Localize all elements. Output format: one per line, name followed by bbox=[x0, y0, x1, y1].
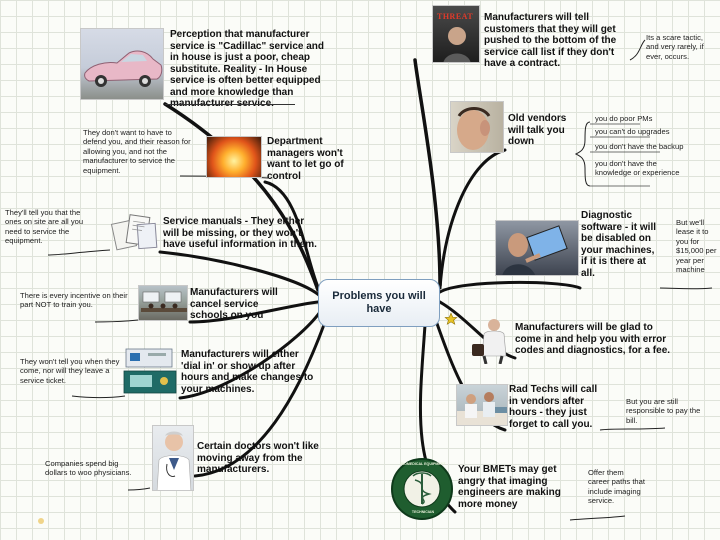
bmet-emblem-image bbox=[391, 458, 453, 520]
node-servicecall-text[interactable]: Manufacturers will tell customers that they will get pushed to the bottom of the service call list if they don't have a contract. bbox=[484, 12, 617, 69]
node-doctors-text[interactable]: Certain doctors won't like moving away from the manufacturers. bbox=[197, 441, 319, 475]
node-bmets-text[interactable]: Your BMETs may get angry that imaging engineers are making more money bbox=[458, 464, 561, 510]
node-cadillac-text[interactable]: Perception that manufacturer service is "Cadillac" service and in house is just a poor, cheap substitute. Reality - In House service is often better equipped and more knowledge than bbox=[170, 29, 325, 98]
laptop-user-image bbox=[495, 220, 579, 276]
connector-manuals-note bbox=[48, 250, 110, 255]
connector-bmets-note bbox=[570, 516, 625, 520]
connector-doctors-note bbox=[128, 488, 150, 490]
star-icon bbox=[444, 312, 458, 326]
machines-image bbox=[122, 345, 178, 397]
oldvendors-sub-4: you don't have the knowledge or experience bbox=[595, 159, 680, 178]
connector-schools-note bbox=[95, 320, 138, 322]
bmet-emblem-top-text: BIOMEDICAL EQUIPMENT bbox=[400, 462, 446, 466]
classroom-image bbox=[138, 285, 188, 321]
node-department-note: They don't want to have to defend you, and their reason for allowing you, and not the manufacturer to service the equipment. bbox=[83, 128, 191, 175]
listening-man-image bbox=[450, 101, 504, 153]
node-bmets-note: Offer them career paths that include imaging service. bbox=[588, 468, 645, 506]
oldvendors-sub-2: you can't do upgrades bbox=[595, 127, 670, 136]
branch-servicecall bbox=[415, 60, 440, 285]
connector-diagnostic-note bbox=[660, 288, 712, 289]
fire-image bbox=[206, 136, 262, 178]
node-radtechs-text[interactable]: Rad Techs will call in vendors after hours - they just forget to call you. bbox=[509, 384, 598, 430]
node-department-text[interactable]: Department managers won't want to let go of control bbox=[267, 136, 344, 182]
threat-caption: THREAT bbox=[437, 12, 474, 21]
oldvendors-sub-3: you don't have the backup bbox=[595, 142, 684, 151]
node-doctors-note: Companies spend big dollars to woo physicians. bbox=[45, 459, 132, 478]
oldvendors-sub-1: you do poor PMs bbox=[595, 114, 653, 123]
node-dialin-text[interactable]: Manufacturers will either 'dial in' or show up after hours and make changes to your machines. bbox=[181, 349, 314, 395]
doctor-image bbox=[152, 425, 194, 491]
connector-dialin-note bbox=[72, 396, 125, 398]
node-manuals-text[interactable]: Service manuals - They either will be missing, or they won't have useful information in them. bbox=[163, 216, 317, 250]
branch-diagnostic bbox=[440, 282, 580, 292]
node-dialin-note: They won't tell you when they come, nor will they leave a service ticket. bbox=[20, 357, 120, 385]
node-diagnostic-note: But we'll lease it to you for $15,000 per year per machine bbox=[676, 218, 717, 275]
node-manuals-note: They'll tell you that the ones on site are all you need to service the equipment. bbox=[5, 208, 84, 246]
node-radtechs-note: But you are still responsible to pay the bill. bbox=[626, 397, 701, 425]
manuals-image bbox=[110, 210, 160, 252]
central-topic[interactable] bbox=[318, 279, 440, 327]
cadillac-car-image bbox=[80, 28, 164, 100]
node-oldvendors-text[interactable]: Old vendors will talk you down bbox=[508, 113, 567, 147]
connector-servicecall-note bbox=[630, 40, 645, 60]
corner-mark bbox=[38, 518, 44, 524]
node-servicecall-note: Its a scare tactic, and very rarely, if ever, occurs. bbox=[646, 33, 704, 61]
connector-radtechs-note bbox=[600, 428, 665, 430]
threat-image bbox=[432, 5, 480, 63]
radtechs-image bbox=[456, 384, 508, 426]
central-topic-label: Problems you will have bbox=[332, 290, 426, 315]
bmet-emblem-bottom-text: TECHNICIAN bbox=[411, 510, 435, 514]
node-schools-note: There is every incentive on their part NOT to train you. bbox=[20, 291, 128, 310]
technician-image bbox=[470, 316, 512, 364]
node-diagnostic-text[interactable]: Diagnostic software - it will be disabled on your machines, if it is there at all. bbox=[581, 210, 657, 279]
node-errorcodes-text[interactable]: Manufacturers will be glad to come in and help you with error codes and diagnostics, for a fee. bbox=[515, 322, 671, 356]
node-cadillac-underline bbox=[165, 104, 295, 105]
node-schools-text[interactable]: Manufacturers will cancel service schools on you bbox=[190, 287, 278, 321]
